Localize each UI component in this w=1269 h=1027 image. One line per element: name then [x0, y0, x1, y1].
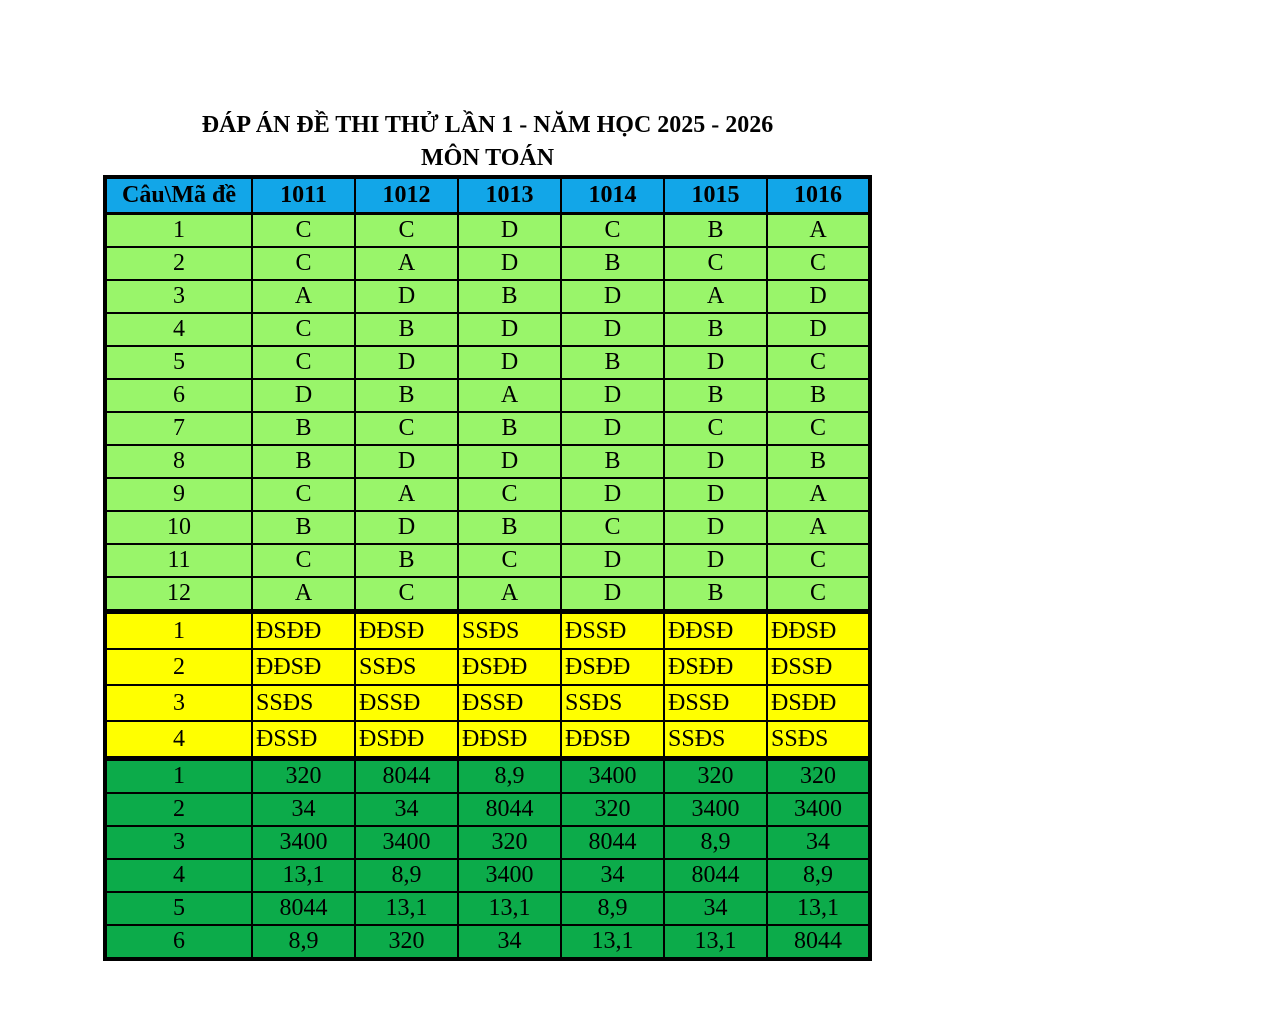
answer-cell: ĐSĐĐ	[252, 612, 355, 650]
table-row	[105, 544, 870, 577]
answer-cell: ĐĐSĐ	[458, 721, 561, 759]
answer-cell: D	[355, 511, 458, 544]
answer-cell: 3400	[252, 826, 355, 859]
answer-cell: D	[664, 478, 767, 511]
answer-cell: 320	[355, 925, 458, 959]
answer-cell: D	[664, 445, 767, 478]
header-cell-code: 1014	[561, 177, 664, 214]
answer-cell: 13,1	[355, 892, 458, 925]
table-row	[105, 892, 870, 925]
answer-cell: C	[252, 313, 355, 346]
answer-cell: B	[458, 280, 561, 313]
answer-cell: D	[355, 346, 458, 379]
table-row	[105, 685, 870, 721]
answer-cell: 8044	[561, 826, 664, 859]
table-row	[105, 379, 870, 412]
answer-cell: 8044	[355, 759, 458, 794]
table-row	[105, 859, 870, 892]
answer-cell: B	[458, 511, 561, 544]
answer-cell: ĐSSĐ	[355, 685, 458, 721]
answer-cell: ĐSĐĐ	[458, 649, 561, 685]
answer-cell: A	[252, 577, 355, 612]
question-number-cell: 5	[105, 892, 252, 925]
answer-cell: D	[561, 379, 664, 412]
answer-cell: SSĐS	[252, 685, 355, 721]
answer-cell: C	[664, 412, 767, 445]
table-row	[105, 511, 870, 544]
answer-cell: B	[355, 544, 458, 577]
table-row	[105, 478, 870, 511]
answer-cell: A	[767, 478, 870, 511]
answer-cell: B	[664, 577, 767, 612]
header-cell-code: 1015	[664, 177, 767, 214]
answer-cell: ĐSĐĐ	[767, 685, 870, 721]
answer-cell: 8,9	[767, 859, 870, 892]
answer-cell: 34	[767, 826, 870, 859]
answer-cell: A	[252, 280, 355, 313]
question-number-cell: 6	[105, 925, 252, 959]
answer-cell: A	[355, 478, 458, 511]
header-row	[105, 177, 870, 214]
answer-cell: C	[252, 346, 355, 379]
answer-cell: A	[767, 214, 870, 248]
answer-cell: C	[252, 544, 355, 577]
answer-cell: SSĐS	[355, 649, 458, 685]
answer-cell: ĐSSĐ	[664, 685, 767, 721]
answer-cell: 8044	[458, 793, 561, 826]
answer-table	[103, 175, 872, 961]
answer-cell: B	[664, 313, 767, 346]
question-number-cell: 2	[105, 247, 252, 280]
question-number-cell: 2	[105, 649, 252, 685]
answer-cell: B	[252, 412, 355, 445]
answer-cell: D	[458, 313, 561, 346]
page-title: ĐÁP ÁN ĐỀ THI THỬ LẦN 1 - NĂM HỌC 2025 - 2026	[201, 112, 774, 138]
true-false-section	[105, 612, 870, 759]
answer-cell: B	[252, 511, 355, 544]
table-row	[105, 612, 870, 650]
answer-cell: B	[355, 379, 458, 412]
table-row	[105, 346, 870, 379]
header-cell-code: 1013	[458, 177, 561, 214]
answer-cell: 13,1	[561, 925, 664, 959]
answer-cell: B	[458, 412, 561, 445]
answer-cell: D	[458, 214, 561, 248]
table-row	[105, 445, 870, 478]
answer-cell: SSĐS	[767, 721, 870, 759]
question-number-cell: 7	[105, 412, 252, 445]
answer-cell: C	[458, 544, 561, 577]
answer-cell: B	[767, 445, 870, 478]
answer-cell: 3400	[458, 859, 561, 892]
table-row	[105, 313, 870, 346]
answer-cell: B	[664, 379, 767, 412]
answer-cell: D	[561, 313, 664, 346]
question-number-cell: 3	[105, 685, 252, 721]
question-number-cell: 3	[105, 280, 252, 313]
answer-cell: C	[355, 412, 458, 445]
answer-cell: D	[664, 544, 767, 577]
answer-cell: D	[458, 445, 561, 478]
answer-cell: 13,1	[767, 892, 870, 925]
header-cell-code: 1016	[767, 177, 870, 214]
answer-cell: 34	[561, 859, 664, 892]
answer-cell: ĐSSĐ	[252, 721, 355, 759]
answer-cell: 320	[664, 759, 767, 794]
header-cell-question: Câu\Mã đề	[105, 177, 252, 214]
answer-cell: C	[252, 247, 355, 280]
answer-cell: A	[458, 577, 561, 612]
question-number-cell: 1	[105, 214, 252, 248]
answer-cell: D	[458, 247, 561, 280]
header-cell-code: 1011	[252, 177, 355, 214]
table-row	[105, 247, 870, 280]
answer-cell: SSĐS	[458, 612, 561, 650]
answer-cell: 3400	[355, 826, 458, 859]
answer-cell: C	[355, 214, 458, 248]
answer-cell: C	[767, 412, 870, 445]
table-row	[105, 412, 870, 445]
question-number-cell: 11	[105, 544, 252, 577]
answer-cell: B	[252, 445, 355, 478]
answer-cell: 8044	[252, 892, 355, 925]
answer-cell: D	[664, 511, 767, 544]
answer-cell: 34	[664, 892, 767, 925]
table-row	[105, 793, 870, 826]
answer-cell: A	[458, 379, 561, 412]
answer-cell: 320	[561, 793, 664, 826]
table-row	[105, 649, 870, 685]
answer-cell: D	[767, 313, 870, 346]
answer-cell: C	[252, 478, 355, 511]
table-row	[105, 826, 870, 859]
answer-cell: 13,1	[458, 892, 561, 925]
answer-cell: ĐĐSĐ	[664, 612, 767, 650]
question-number-cell: 4	[105, 859, 252, 892]
table-row	[105, 214, 870, 248]
answer-cell: D	[561, 412, 664, 445]
answer-cell: A	[664, 280, 767, 313]
question-number-cell: 4	[105, 721, 252, 759]
answer-cell: SSĐS	[561, 685, 664, 721]
question-number-cell: 3	[105, 826, 252, 859]
multiple-choice-section	[105, 214, 870, 612]
answer-cell: D	[561, 544, 664, 577]
table-row	[105, 759, 870, 794]
answer-cell: ĐSSĐ	[561, 612, 664, 650]
answer-cell: C	[561, 214, 664, 248]
answer-cell: ĐĐSĐ	[767, 612, 870, 650]
answer-cell: ĐSĐĐ	[355, 721, 458, 759]
answer-cell: B	[561, 445, 664, 478]
answer-cell: C	[458, 478, 561, 511]
table-row	[105, 577, 870, 612]
answer-cell: 34	[252, 793, 355, 826]
answer-cell: ĐSSĐ	[767, 649, 870, 685]
answer-cell: C	[252, 214, 355, 248]
question-number-cell: 6	[105, 379, 252, 412]
answer-cell: B	[767, 379, 870, 412]
answer-cell: 34	[458, 925, 561, 959]
answer-cell: 320	[767, 759, 870, 794]
answer-cell: 320	[458, 826, 561, 859]
answer-cell: 3400	[561, 759, 664, 794]
answer-cell: 8,9	[355, 859, 458, 892]
answer-cell: D	[458, 346, 561, 379]
answer-cell: B	[561, 346, 664, 379]
answer-cell: D	[561, 478, 664, 511]
answer-cell: B	[355, 313, 458, 346]
question-number-cell: 12	[105, 577, 252, 612]
answer-cell: D	[767, 280, 870, 313]
answer-cell: ĐSĐĐ	[561, 649, 664, 685]
answer-cell: 8044	[664, 859, 767, 892]
answer-cell: 3400	[664, 793, 767, 826]
answer-cell: B	[561, 247, 664, 280]
question-number-cell: 4	[105, 313, 252, 346]
question-number-cell: 2	[105, 793, 252, 826]
answer-cell: 13,1	[664, 925, 767, 959]
answer-cell: C	[767, 346, 870, 379]
answer-cell: 8044	[767, 925, 870, 959]
answer-cell: 3400	[767, 793, 870, 826]
subject-title: MÔN TOÁN	[420, 145, 555, 171]
answer-cell: 13,1	[252, 859, 355, 892]
question-number-cell: 8	[105, 445, 252, 478]
answer-cell: 8,9	[252, 925, 355, 959]
answer-cell: C	[355, 577, 458, 612]
answer-cell: ĐSĐĐ	[664, 649, 767, 685]
answer-cell: C	[664, 247, 767, 280]
header-cell-code: 1012	[355, 177, 458, 214]
answer-cell: SSĐS	[664, 721, 767, 759]
answer-cell: ĐSSĐ	[458, 685, 561, 721]
answer-cell: ĐĐSĐ	[355, 612, 458, 650]
question-number-cell: 5	[105, 346, 252, 379]
answer-cell: 320	[252, 759, 355, 794]
answer-cell: ĐĐSĐ	[252, 649, 355, 685]
answer-cell: ĐĐSĐ	[561, 721, 664, 759]
answer-cell: B	[664, 214, 767, 248]
question-number-cell: 9	[105, 478, 252, 511]
answer-cell: A	[355, 247, 458, 280]
answer-cell: D	[561, 280, 664, 313]
answer-cell: D	[252, 379, 355, 412]
table-row	[105, 721, 870, 759]
answer-cell: C	[767, 247, 870, 280]
answer-cell: 8,9	[458, 759, 561, 794]
answer-cell: C	[767, 544, 870, 577]
answer-cell: D	[355, 280, 458, 313]
answer-cell: D	[561, 577, 664, 612]
answer-cell: D	[355, 445, 458, 478]
answer-cell: C	[561, 511, 664, 544]
question-number-cell: 1	[105, 612, 252, 650]
answer-cell: 8,9	[664, 826, 767, 859]
question-number-cell: 10	[105, 511, 252, 544]
short-answer-section	[105, 759, 870, 960]
answer-cell: C	[767, 577, 870, 612]
answer-cell: 34	[355, 793, 458, 826]
answer-cell: D	[664, 346, 767, 379]
answer-cell: A	[767, 511, 870, 544]
question-number-cell: 1	[105, 759, 252, 794]
table-row	[105, 925, 870, 959]
answer-cell: 8,9	[561, 892, 664, 925]
table-row	[105, 280, 870, 313]
